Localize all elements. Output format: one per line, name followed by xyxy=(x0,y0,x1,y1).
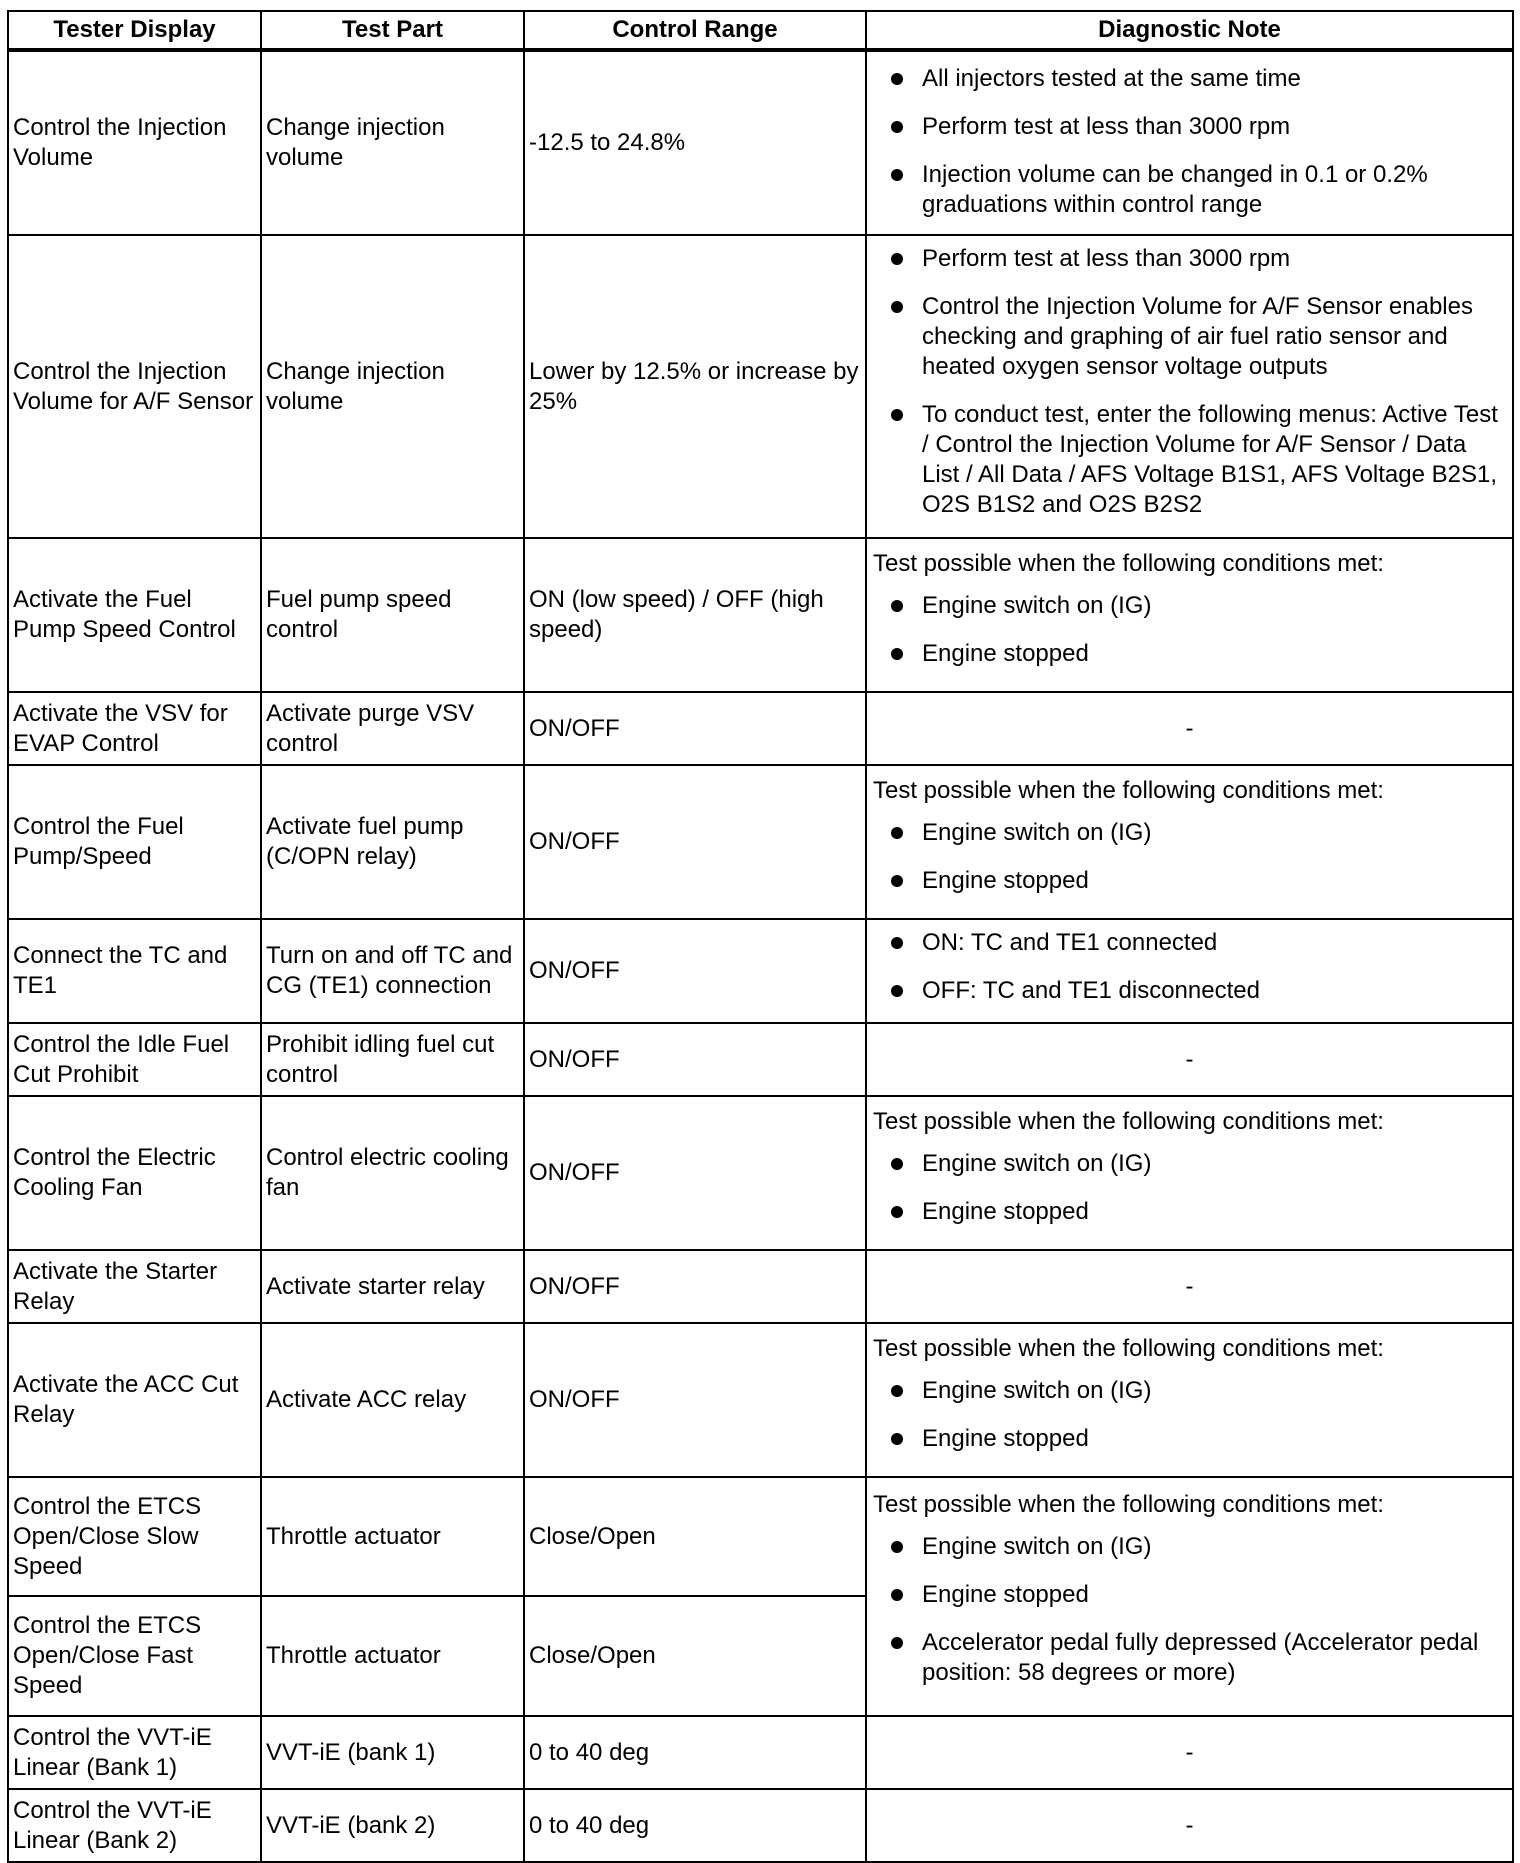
note-bullet: Accelerator pedal fully depressed (Accelerator pedal position: 58 degrees or more) xyxy=(873,1628,1506,1688)
table-row xyxy=(8,538,1513,692)
diagnostic-note-cell xyxy=(866,1477,1513,1716)
note-bullet: Engine stopped xyxy=(873,866,1506,896)
test-part-cell: VVT-iE (bank 2) xyxy=(261,1789,524,1862)
tester-display-cell: Control the Injection Volume for A/F Sensor xyxy=(8,235,261,538)
control-range-cell: ON/OFF xyxy=(524,1250,866,1323)
table-row xyxy=(8,1096,1513,1250)
note-bullet-list xyxy=(873,591,1506,669)
diagnostic-note-cell xyxy=(866,692,1513,765)
note-bullet: ON: TC and TE1 connected xyxy=(873,928,1506,958)
test-part-cell: Change injection volume xyxy=(261,50,524,235)
note-bullet-list xyxy=(873,928,1506,1006)
tester-display-cell: Control the VVT-iE Linear (Bank 2) xyxy=(8,1789,261,1862)
header-diagnostic-note: Diagnostic Note xyxy=(866,11,1513,50)
active-test-table xyxy=(7,10,1514,1863)
control-range-cell: ON/OFF xyxy=(524,1323,866,1477)
control-range-cell: ON/OFF xyxy=(524,919,866,1023)
header-row xyxy=(8,11,1513,50)
note-bullet: Engine switch on (IG) xyxy=(873,591,1506,621)
tester-display-cell: Activate the Fuel Pump Speed Control xyxy=(8,538,261,692)
note-bullet: Engine stopped xyxy=(873,639,1506,669)
tester-display-cell: Control the ETCS Open/Close Slow Speed xyxy=(8,1477,261,1596)
tester-display-cell: Control the VVT-iE Linear (Bank 1) xyxy=(8,1716,261,1789)
note-bullet: Engine switch on (IG) xyxy=(873,818,1506,848)
note-intro: Test possible when the following conditions met: xyxy=(873,1335,1384,1362)
note-intro: Test possible when the following conditions met: xyxy=(873,777,1384,804)
diagnostic-note-cell xyxy=(866,1096,1513,1250)
table-row xyxy=(8,1250,1513,1323)
test-part-cell: Activate ACC relay xyxy=(261,1323,524,1477)
diagnostic-note-cell xyxy=(866,235,1513,538)
diagnostic-note-cell xyxy=(866,1716,1513,1789)
note-bullet: To conduct test, enter the following menus: Active Test / Control the Injection Volume for A/F Sensor / Data List / All Data / AFS Voltage B1S1, AFS Voltage B2S1, O2S B1S2 and O2S B2S2 xyxy=(873,400,1506,520)
diagnostic-note-cell xyxy=(866,1323,1513,1477)
table-row xyxy=(8,1789,1513,1862)
note-dash: - xyxy=(1185,1811,1194,1839)
note-bullet-list xyxy=(873,1532,1506,1688)
diagnostic-note-cell xyxy=(866,50,1513,235)
table-row xyxy=(8,692,1513,765)
table-row xyxy=(8,1716,1513,1789)
tester-display-cell: Control the ETCS Open/Close Fast Speed xyxy=(8,1596,261,1716)
tester-display-cell: Control the Electric Cooling Fan xyxy=(8,1096,261,1250)
note-dash: - xyxy=(1185,1738,1194,1766)
tester-display-cell: Activate the VSV for EVAP Control xyxy=(8,692,261,765)
header-tester-display: Tester Display xyxy=(8,11,261,50)
control-range-cell: ON/OFF xyxy=(524,765,866,919)
table-row xyxy=(8,1023,1513,1096)
table-row xyxy=(8,765,1513,919)
diagnostic-note-cell xyxy=(866,1789,1513,1862)
test-part-cell: Activate purge VSV control xyxy=(261,692,524,765)
diagnostic-note-cell xyxy=(866,765,1513,919)
test-part-cell: Throttle actuator xyxy=(261,1596,524,1716)
header-test-part: Test Part xyxy=(261,11,524,50)
control-range-cell: Close/Open xyxy=(524,1477,866,1596)
header-control-range: Control Range xyxy=(524,11,866,50)
control-range-cell: ON/OFF xyxy=(524,1023,866,1096)
tester-display-cell: Connect the TC and TE1 xyxy=(8,919,261,1023)
test-part-cell: Turn on and off TC and CG (TE1) connection xyxy=(261,919,524,1023)
diagnostic-note-cell xyxy=(866,919,1513,1023)
test-part-cell: Throttle actuator xyxy=(261,1477,524,1596)
test-part-cell: Activate fuel pump (C/OPN relay) xyxy=(261,765,524,919)
control-range-cell: 0 to 40 deg xyxy=(524,1716,866,1789)
note-bullet: Engine switch on (IG) xyxy=(873,1532,1506,1562)
note-intro: Test possible when the following conditions met: xyxy=(873,550,1384,577)
note-bullet-list xyxy=(873,818,1506,896)
tester-display-cell: Control the Fuel Pump/Speed xyxy=(8,765,261,919)
tester-display-cell: Control the Injection Volume xyxy=(8,50,261,235)
note-bullet: Perform test at less than 3000 rpm xyxy=(873,112,1506,142)
test-part-cell: Fuel pump speed control xyxy=(261,538,524,692)
note-intro: Test possible when the following conditions met: xyxy=(873,1108,1384,1135)
note-bullet: Control the Injection Volume for A/F Sensor enables checking and graphing of air fuel ratio sensor and heated oxygen sensor voltage outputs xyxy=(873,292,1506,382)
tester-display-cell: Control the Idle Fuel Cut Prohibit xyxy=(8,1023,261,1096)
table-body xyxy=(8,50,1513,1862)
note-bullet: OFF: TC and TE1 disconnected xyxy=(873,976,1506,1006)
note-intro: Test possible when the following conditions met: xyxy=(873,1491,1384,1518)
note-dash: - xyxy=(1185,1272,1194,1300)
note-bullet: Perform test at less than 3000 rpm xyxy=(873,244,1506,274)
note-bullet: Engine switch on (IG) xyxy=(873,1376,1506,1406)
note-bullet: Engine stopped xyxy=(873,1197,1506,1227)
control-range-cell: ON (low speed) / OFF (high speed) xyxy=(524,538,866,692)
test-part-cell: Change injection volume xyxy=(261,235,524,538)
table-row xyxy=(8,1477,1513,1596)
control-range-cell: Lower by 12.5% or increase by 25% xyxy=(524,235,866,538)
table-row xyxy=(8,1323,1513,1477)
table-row xyxy=(8,919,1513,1023)
diagnostic-note-cell xyxy=(866,1023,1513,1096)
note-bullet: Injection volume can be changed in 0.1 or 0.2% graduations within control range xyxy=(873,160,1506,220)
note-bullet-list xyxy=(873,64,1506,220)
diagnostic-note-cell xyxy=(866,1250,1513,1323)
test-part-cell: Control electric cooling fan xyxy=(261,1096,524,1250)
note-bullet: Engine stopped xyxy=(873,1424,1506,1454)
note-bullet: Engine switch on (IG) xyxy=(873,1149,1506,1179)
test-part-cell: Prohibit idling fuel cut control xyxy=(261,1023,524,1096)
note-bullet-list xyxy=(873,1376,1506,1454)
control-range-cell: ON/OFF xyxy=(524,1096,866,1250)
table-row xyxy=(8,235,1513,538)
control-range-cell: ON/OFF xyxy=(524,692,866,765)
note-bullet: All injectors tested at the same time xyxy=(873,64,1506,94)
diagnostic-note-cell xyxy=(866,538,1513,692)
test-part-cell: Activate starter relay xyxy=(261,1250,524,1323)
note-dash: - xyxy=(1185,1045,1194,1073)
note-bullet-list xyxy=(873,1149,1506,1227)
control-range-cell: -12.5 to 24.8% xyxy=(524,50,866,235)
tester-display-cell: Activate the Starter Relay xyxy=(8,1250,261,1323)
note-bullet: Engine stopped xyxy=(873,1580,1506,1610)
test-part-cell: VVT-iE (bank 1) xyxy=(261,1716,524,1789)
control-range-cell: Close/Open xyxy=(524,1596,866,1716)
note-dash: - xyxy=(1185,714,1194,742)
note-bullet-list xyxy=(873,244,1506,520)
tester-display-cell: Activate the ACC Cut Relay xyxy=(8,1323,261,1477)
table-row xyxy=(8,50,1513,235)
control-range-cell: 0 to 40 deg xyxy=(524,1789,866,1862)
